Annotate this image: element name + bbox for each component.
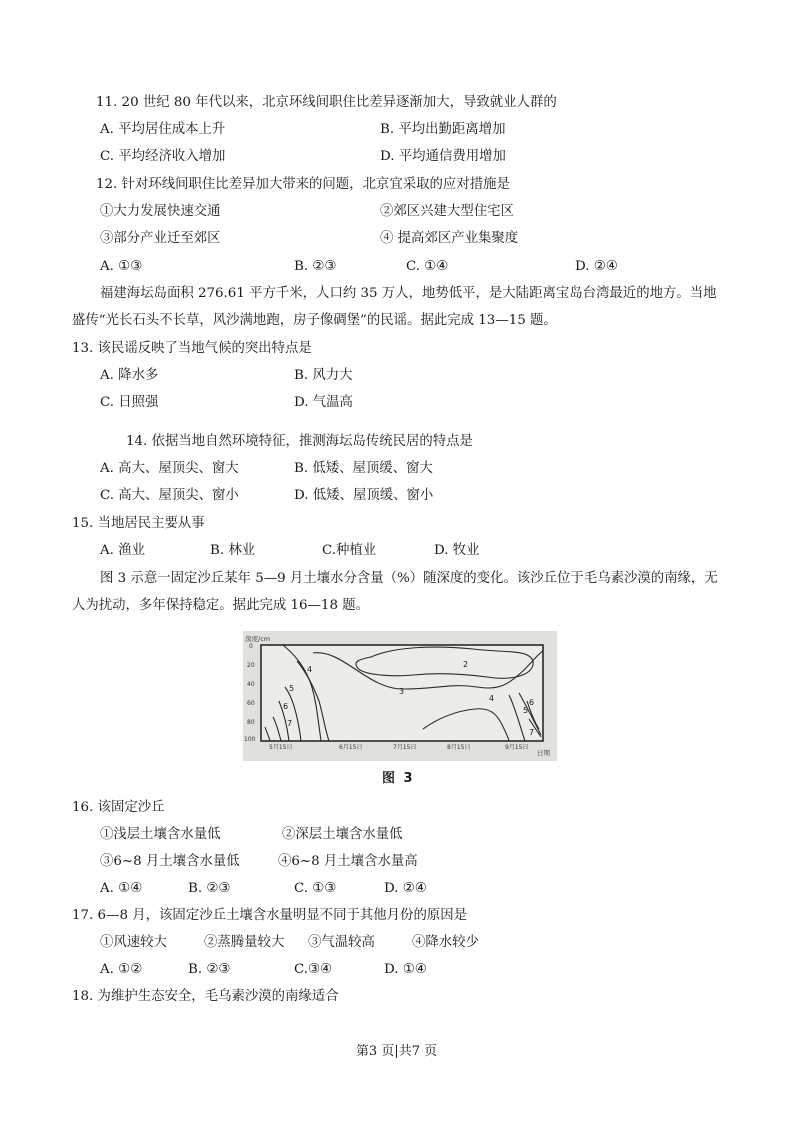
q11-option-a: A. 平均居住成本上升 xyxy=(100,122,226,137)
y-tick-60: 60 xyxy=(247,700,255,707)
q11-option-c: C. 平均经济收入增加 xyxy=(100,149,226,164)
q16-option-c: C. ①③ xyxy=(294,881,337,896)
passage-2-line-2: 人为扰动，多年保持稳定。据此完成 16—18 题。 xyxy=(72,598,370,613)
q16-statement-4: ④6~8 月土壤含水量高 xyxy=(278,854,418,869)
contour-label-7-left: 7 xyxy=(287,719,293,728)
q15-stem: 15. 当地居民主要从事 xyxy=(72,516,205,531)
q16-statement-2: ②深层土壤含水量低 xyxy=(282,827,403,842)
q14-option-d: D. 低矮、屋顶缓、窗小 xyxy=(294,488,434,503)
q17-option-d: D. ①④ xyxy=(384,962,427,977)
y-tick-100: 100 xyxy=(244,736,256,743)
x-tick-jul15: 7月15日 xyxy=(393,744,417,751)
contour-label-6-right: 6 xyxy=(529,698,535,707)
figure-3-soil-moisture-contour xyxy=(243,631,557,761)
q16-option-a: A. ①④ xyxy=(100,881,143,896)
q12-statement-2: ②郊区兴建大型住宅区 xyxy=(380,204,514,219)
figure-caption: 图 3 xyxy=(382,771,415,786)
y-tick-40: 40 xyxy=(247,681,255,688)
passage-2-line-1: 图 3 示意一固定沙丘某年 5—9 月土壤水分含量（%）随深度的变化。该沙丘位于毛乌素沙漠的南缘，无 xyxy=(100,571,718,586)
q13-stem: 13. 该民谣反映了当地气候的突出特点是 xyxy=(72,341,312,356)
q11-stem: 11. 20 世纪 80 年代以来，北京环线间职住比差异逐渐加大，导致就业人群的 xyxy=(96,95,557,110)
q16-statement-3: ③6~8 月土壤含水量低 xyxy=(100,854,240,869)
q17-statement-1: ①风速较大 xyxy=(100,935,167,950)
y-tick-80: 80 xyxy=(247,719,255,726)
q13-option-b: B. 风力大 xyxy=(294,368,353,383)
q11-option-d: D. 平均通信费用增加 xyxy=(380,149,506,164)
q17-statement-2: ②蒸腾量较大 xyxy=(204,935,285,950)
q14-stem: 14. 依据当地自然环境特征，推测海坛岛传统民居的特点是 xyxy=(126,434,473,449)
q11-option-b: B. 平均出勤距离增加 xyxy=(380,122,506,137)
q17-statement-3: ③气温较高 xyxy=(308,935,375,950)
q12-option-c: C. ①④ xyxy=(406,259,449,274)
y-tick-20: 20 xyxy=(247,662,255,669)
x-tick-sep15: 9月15日 xyxy=(505,744,529,751)
q12-stem: 12. 针对环线间职住比差异加大带来的问题，北京宜采取的应对措施是 xyxy=(96,177,510,192)
q13-option-c: C. 日照强 xyxy=(100,395,159,410)
q14-option-b: B. 低矮、屋顶缓、窗大 xyxy=(294,461,433,476)
q16-statement-1: ①浅层土壤含水量低 xyxy=(100,827,221,842)
contour-label-6-left: 6 xyxy=(283,702,289,711)
q17-option-b: B. ②③ xyxy=(188,962,231,977)
q12-option-d: D. ②④ xyxy=(575,259,618,274)
q12-option-a: A. ①③ xyxy=(100,259,143,274)
q16-option-d: D. ②④ xyxy=(384,881,427,896)
contour-label-5-right: 5 xyxy=(523,706,529,715)
contour-label-3: 3 xyxy=(399,687,405,696)
contour-label-7-right: 7 xyxy=(529,728,535,737)
q14-option-a: A. 高大、屋顶尖、窗大 xyxy=(100,461,239,476)
x-axis-label: 日期 xyxy=(537,749,550,757)
y-axis-label: 深度/cm xyxy=(245,635,271,643)
q15-option-d: D. 牧业 xyxy=(434,543,480,558)
contour-label-2: 2 xyxy=(463,660,469,669)
q12-statement-4: ④ 提高郊区产业集聚度 xyxy=(380,231,519,246)
q12-statement-1: ①大力发展快速交通 xyxy=(100,204,221,219)
q14-option-c: C. 高大、屋顶尖、窗小 xyxy=(100,488,239,503)
page-footer: 第3 页|共7 页 xyxy=(355,1044,438,1059)
q17-statement-4: ④降水较少 xyxy=(412,935,479,950)
x-tick-jun15: 6月15日 xyxy=(339,744,363,751)
passage-1-line-2: 盛传“光长石头不长草，风沙满地跑，房子像碉堡”的民谣。据此完成 13—15 题。 xyxy=(72,313,557,328)
q15-option-c: C.种植业 xyxy=(322,543,377,558)
q15-option-a: A. 渔业 xyxy=(100,543,145,558)
q16-option-b: B. ②③ xyxy=(188,881,231,896)
q13-option-d: D. 气温高 xyxy=(294,395,353,410)
contour-label-4-left: 4 xyxy=(307,665,313,674)
q17-stem: 17. 6—8 月，该固定沙丘土壤含水量明显不同于其他月份的原因是 xyxy=(72,908,468,923)
q15-option-b: B. 林业 xyxy=(210,543,256,558)
q13-option-a: A. 降水多 xyxy=(100,368,159,383)
q18-stem: 18. 为维护生态安全，毛乌素沙漠的南缘适合 xyxy=(72,989,339,1004)
q12-option-b: B. ②③ xyxy=(294,259,337,274)
x-tick-aug15: 8月15日 xyxy=(447,744,471,751)
q17-option-c: C.③④ xyxy=(294,962,333,977)
q17-option-a: A. ①② xyxy=(100,962,143,977)
contour-label-4-right: 4 xyxy=(489,694,495,703)
q12-statement-3: ③部分产业迁至郊区 xyxy=(100,231,221,246)
contour-label-5-left: 5 xyxy=(289,684,295,693)
y-tick-0: 0 xyxy=(249,643,253,650)
passage-1-line-1: 福建海坛岛面积 276.61 平方千米，人口约 35 万人，地势低平，是大陆距离宝岛台湾最近的地方。当地 xyxy=(100,286,717,301)
q16-stem: 16. 该固定沙丘 xyxy=(72,800,165,815)
x-tick-may15: 5月15日 xyxy=(269,744,293,751)
